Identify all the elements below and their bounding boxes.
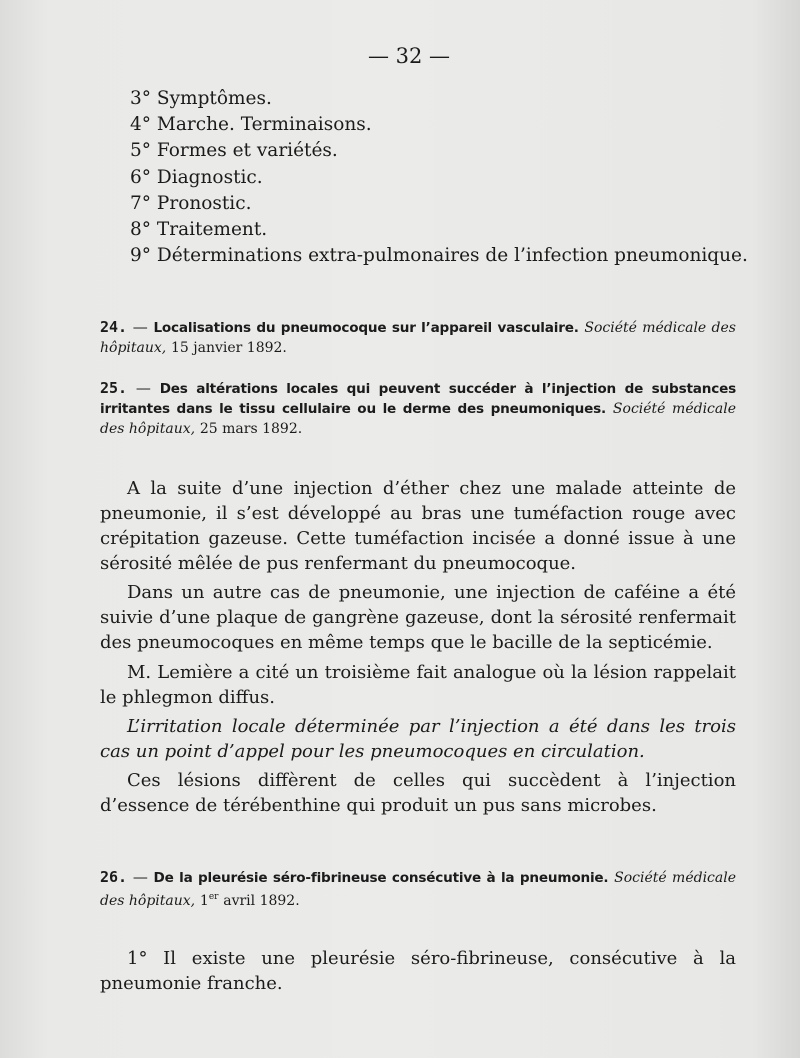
outline-item: 3° Symptômes. [130, 88, 272, 109]
paragraph: M. Lemière a cité un troisième fait analogue où la lésion rappelait le phlegmon diffus. [100, 662, 736, 708]
entry-date-day: 1 [199, 893, 209, 909]
entry-title: Localisations du pneumocoque sur l’appareil vasculaire. [153, 320, 579, 336]
entry-source: Société médicale des hôpitaux, [100, 320, 736, 356]
paragraph-italic: L’irritation locale déterminée par l’injection a été dans les trois cas un point d’appel pour les pneumocoques en circulation. [100, 716, 736, 762]
outline-item: 4° Marche. Terminaisons. [130, 114, 372, 136]
entry-dash: — [132, 868, 148, 886]
outline-item: 6° Diagnostic. [130, 166, 263, 188]
bibliography-entry-25 [100, 379, 736, 439]
outline-item: 7° Pronostic. [130, 192, 252, 214]
entry-dash: — [132, 318, 148, 336]
entry-date-superscript: er [208, 892, 219, 902]
entry-title: Des altérations locales qui peuvent succéder à l’injection de substances irritantes dans le tissu cellulaire ou le derme des pneumoniques. [100, 381, 736, 417]
entry-source: Société médicale des hôpitaux, [100, 401, 736, 437]
entry-date: 25 mars 1892. [199, 421, 303, 437]
paragraph: Dans un autre cas de pneumonie, une injection de caféine a été suivie d’une plaque de gangrène gazeuse, dont la sérosité renfermait des pneumocoques en même temps que le bacille de la septicémie. [100, 582, 736, 653]
outline-item: 8° Traitement. [130, 219, 268, 241]
entry-date: 15 janvier 1892. [171, 340, 287, 356]
paragraph: A la suite d’une injection d’éther chez une malade atteinte de pneumonie, il s’est développé au bras une tuméfaction rouge avec crépitation gazeuse. Cette tuméfaction incisée a donné issue à une sérosité mêlée de pus renfermant du pneumocoque. [100, 478, 736, 574]
outline-item: 5° Formes et variétés. [130, 140, 338, 162]
entry-number: 26. [100, 868, 128, 886]
paragraph: 1° Il existe une pleurésie séro-fibrineuse, consécutive à la pneumonie franche. [100, 948, 736, 994]
outline-item: 9° Déterminations extra-pulmonaires de l’infection pneumonique. [130, 245, 748, 267]
entry-dash: — [135, 379, 151, 397]
chapter-outline [130, 86, 748, 269]
entry-number: 24. [100, 318, 128, 336]
bibliography-entry-26 [100, 868, 736, 911]
entry-source: Société médicale des hôpitaux, [100, 870, 736, 909]
paragraph: Ces lésions diffèrent de celles qui succèdent à l’injection d’essence de térébenthine qui produit un pus sans microbes. [100, 770, 736, 816]
entry-date-rest: avril 1892. [223, 893, 300, 909]
entry-number: 25. [100, 379, 128, 397]
entry-title: De la pleurésie séro-fibrineuse consécutive à la pneumonie. [153, 870, 609, 886]
page-number: — 32 — [367, 44, 451, 68]
bibliography-entry-24 [100, 318, 736, 358]
